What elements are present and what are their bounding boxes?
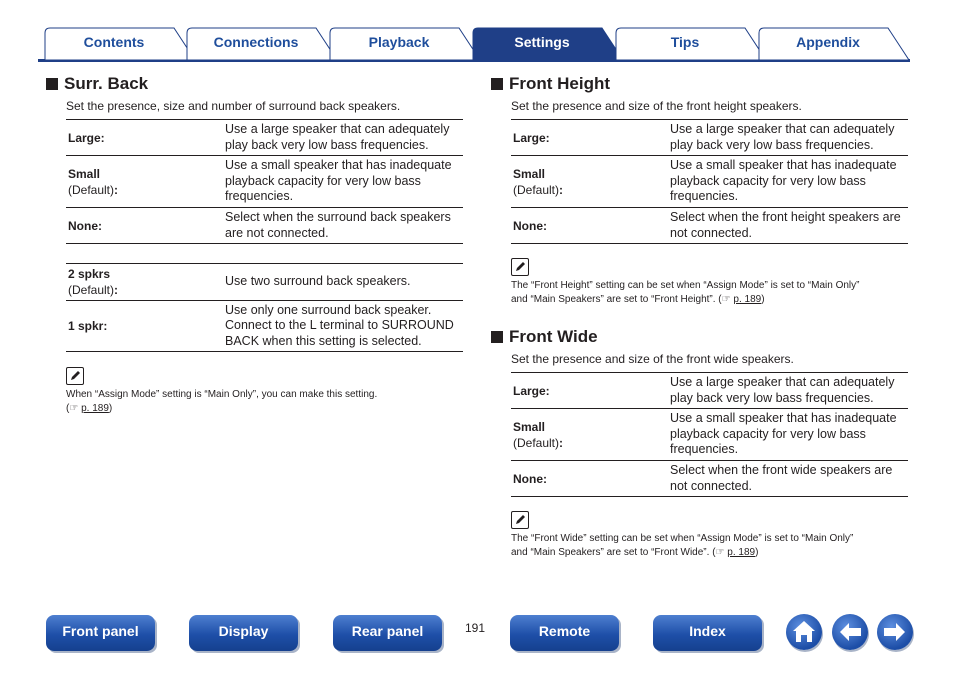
- row-value: Use a large speaker that can adequately play back very low bass frequencies.: [670, 375, 895, 405]
- home-button[interactable]: [786, 614, 822, 650]
- front-height-note: The “Front Height” setting can be set when “Assign Mode” is set to “Main Only” and “Main Speakers” are set to “Front Height”. (☞ p. 189): [511, 280, 860, 305]
- surr-back-heading: [46, 74, 148, 94]
- tab-settings-label: Settings: [514, 34, 570, 50]
- surr-back-note: When “Assign Mode” setting is “Main Only”, you can make this setting. (☞ p. 189): [66, 389, 378, 414]
- table-row: [66, 264, 463, 301]
- row-value: Use a small speaker that has inadequate playback capacity for very low bass frequencies.: [670, 411, 897, 457]
- reference-hand-icon: ☞: [721, 294, 731, 305]
- pencil-icon: [66, 367, 84, 385]
- table-row: [511, 156, 908, 208]
- front-height-table: [511, 119, 908, 244]
- front-wide-note: The “Front Wide” setting can be set when “Assign Mode” is set to “Main Only” and “Main Speakers” are set to “Front Wide”. (☞ p. 189): [511, 533, 854, 558]
- front-height-heading: [491, 74, 610, 94]
- row-key: Small (Default):: [513, 166, 564, 197]
- surr-back-description: Set the presence, size and number of surround back speakers.: [66, 99, 401, 113]
- table-row: [66, 156, 463, 208]
- table-row: [66, 120, 463, 156]
- row-value: Use a small speaker that has inadequate playback capacity for very low bass frequencies.: [225, 158, 452, 204]
- table-row: [511, 120, 908, 156]
- table-row: [511, 373, 908, 409]
- row-key: Large:: [513, 383, 550, 398]
- front-wide-heading: [491, 327, 598, 347]
- tab-connections[interactable]: [186, 27, 338, 60]
- forward-arrow-icon: [877, 614, 913, 650]
- tab-contents[interactable]: [44, 27, 196, 60]
- row-value: Use a large speaker that can adequately play back very low bass frequencies.: [670, 122, 895, 152]
- surr-back-number-table: [66, 263, 463, 352]
- tab-bar: [38, 27, 910, 62]
- tab-playback-label: Playback: [368, 34, 430, 50]
- row-key: Large:: [68, 130, 105, 145]
- surr-back-title: Surr. Back: [64, 74, 149, 93]
- row-key: Small (Default):: [513, 419, 564, 450]
- reference-hand-icon: ☞: [69, 403, 79, 414]
- front-wide-table: [511, 372, 908, 497]
- page-number: 191: [465, 621, 486, 635]
- tab-playback[interactable]: [329, 27, 481, 60]
- row-key: 1 spkr:: [68, 319, 108, 333]
- row-key: 2 spkrs (Default):: [68, 267, 119, 297]
- row-key: Large:: [513, 130, 550, 145]
- front-wide-title: Front Wide: [509, 327, 598, 346]
- index-button[interactable]: Index: [653, 615, 762, 651]
- row-value: Select when the front wide speakers are not connected.: [670, 463, 893, 493]
- back-arrow-icon: [832, 614, 868, 650]
- tab-connections-label: Connections: [213, 34, 299, 50]
- tab-tips[interactable]: [615, 27, 767, 60]
- front-height-title: Front Height: [509, 74, 611, 93]
- remote-button[interactable]: Remote: [510, 615, 619, 651]
- row-key: None:: [68, 218, 102, 233]
- row-value: Use a small speaker that has inadequate playback capacity for very low bass frequencies.: [670, 158, 897, 204]
- surr-back-size-table: [66, 119, 463, 244]
- heading-square-icon: [491, 78, 503, 90]
- page-ref-link[interactable]: p. 189: [81, 403, 109, 414]
- front-wide-description: Set the presence and size of the front wide speakers.: [511, 352, 794, 366]
- tab-settings[interactable]: [472, 27, 624, 60]
- heading-square-icon: [46, 78, 58, 90]
- table-row: [66, 301, 463, 352]
- home-icon: [786, 614, 822, 650]
- front-panel-button[interactable]: Front panel: [46, 615, 155, 651]
- row-value: Select when the front height speakers are not connected.: [670, 210, 901, 240]
- table-row: [511, 409, 908, 461]
- tab-appendix-label: Appendix: [796, 34, 860, 50]
- tab-contents-label: Contents: [83, 34, 145, 50]
- page-ref-link[interactable]: p. 189: [727, 547, 756, 558]
- display-button[interactable]: Display: [189, 615, 298, 651]
- row-key: None:: [513, 218, 547, 233]
- table-row: [511, 208, 908, 244]
- row-value: Use a large speaker that can adequately play back very low bass frequencies.: [225, 122, 450, 152]
- forward-button[interactable]: [877, 614, 913, 650]
- row-value: Select when the surround back speakers are not connected.: [225, 210, 451, 240]
- row-key: None:: [513, 471, 547, 486]
- row-value: Use two surround back speakers.: [225, 274, 411, 289]
- pencil-icon: [511, 511, 529, 529]
- tab-appendix[interactable]: [758, 27, 910, 60]
- table-row: [66, 208, 463, 244]
- row-value: Use only one surround back speaker. Connect to the L terminal to SURROUND BACK when this setting is selected.: [225, 302, 454, 348]
- tab-tips-label: Tips: [670, 34, 700, 50]
- table-row: [511, 461, 908, 497]
- pencil-icon: [511, 258, 529, 276]
- back-button[interactable]: [832, 614, 868, 650]
- page-ref-link[interactable]: p. 189: [733, 294, 762, 305]
- front-height-description: Set the presence and size of the front height speakers.: [511, 99, 802, 113]
- rear-panel-button[interactable]: Rear panel: [333, 615, 442, 651]
- reference-hand-icon: ☞: [715, 547, 725, 558]
- row-key: Small (Default):: [68, 166, 119, 197]
- heading-square-icon: [491, 331, 503, 343]
